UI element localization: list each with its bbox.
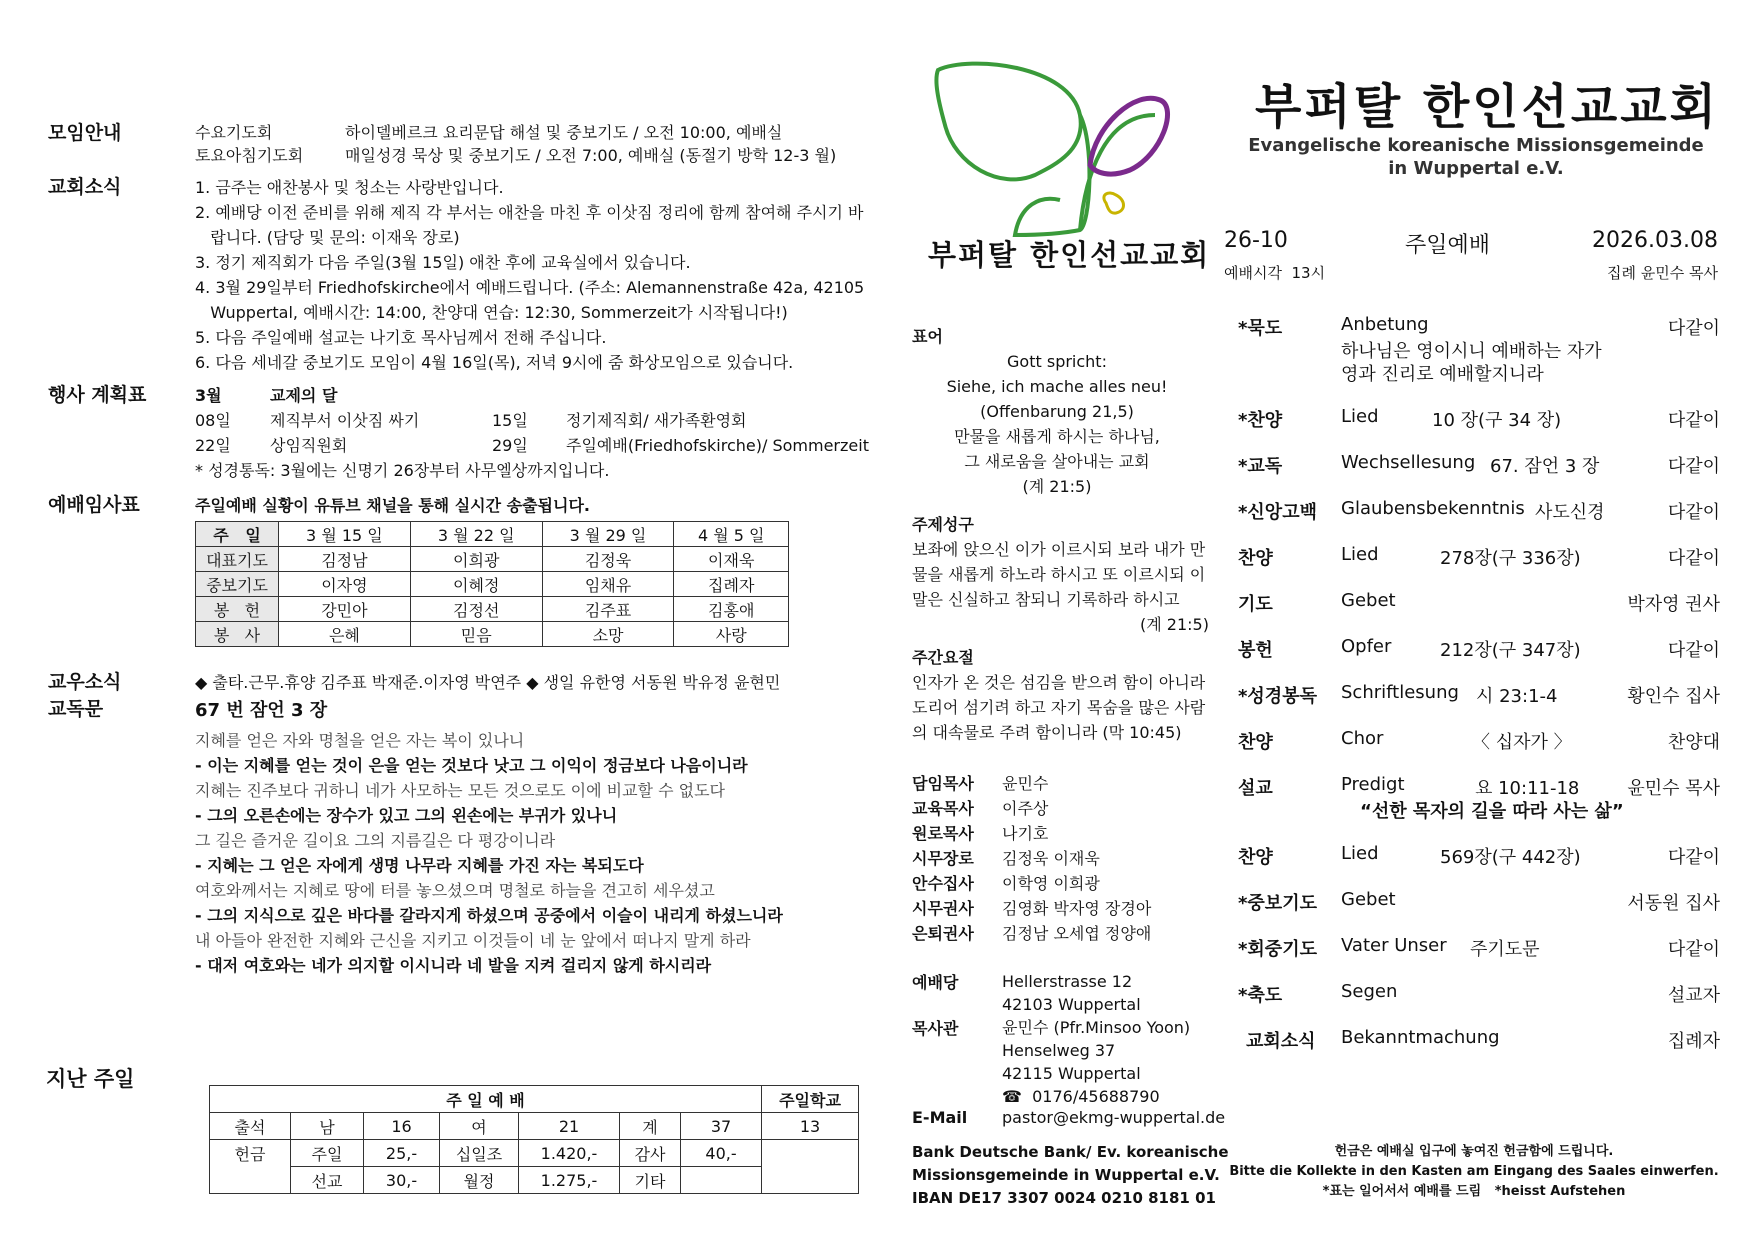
order-leader: 서동원 집사 xyxy=(1627,893,1720,914)
order-leader: 다같이 xyxy=(1667,410,1720,431)
service-time: 예배시각 13시 xyxy=(1224,264,1326,282)
last-week-cell: 계 xyxy=(620,1113,681,1140)
members-text: ◆ 출타.근무.휴양 김주표 박재준.이자영 박연주 ◆ 생일 유한영 서동원 박유정 윤현민 xyxy=(195,673,781,692)
email-link[interactable]: pastor@ekmg-wuppertal.de xyxy=(1002,1108,1226,1127)
duty-table xyxy=(195,521,789,647)
address-line: 42103 Wuppertal xyxy=(1002,995,1141,1014)
order-de: Gebet xyxy=(1341,889,1396,910)
duty-cell: 은혜 xyxy=(279,622,411,647)
order-de: Chor xyxy=(1341,728,1384,749)
manse-address xyxy=(1002,1016,1190,1108)
order-leader: 다같이 xyxy=(1667,318,1720,339)
duty-cell: 김주표 xyxy=(542,597,674,622)
order-sub: 시 23:1-4 xyxy=(1476,686,1558,707)
bank-line: Missionsgemeinde in Wuppertal e.V. xyxy=(912,1166,1220,1184)
motto-block xyxy=(912,349,1202,499)
duty-cell: 김정욱 xyxy=(542,547,674,572)
staff-value: 이주상 xyxy=(1002,799,1049,818)
order-extra: 영과 진리로 예배할지니라 xyxy=(1341,364,1544,385)
last-week-head: 주 일 예 배 xyxy=(210,1086,762,1113)
reading-heading: 67 번 잠언 3 장 xyxy=(195,700,328,721)
event-text: 주일예배(Friedhofskirche)/ Sommerzeit xyxy=(566,436,869,455)
news-line: 6. 다음 세네갈 중보기도 모임이 4월 16일(목), 저녁 9시에 줌 화상모임으로 있습니다. xyxy=(195,353,794,372)
phone-line: ☎ 0176/45688790 xyxy=(1002,1087,1160,1106)
event-day: 22일 xyxy=(195,436,231,455)
weekly-block xyxy=(912,670,1205,745)
news-line: 4. 3월 29일부터 Friedhofskirche에서 예배드립니다. (주소: Alemannenstraße 42a, 42105 xyxy=(195,278,865,297)
order-label: *성경봉독 xyxy=(1238,686,1317,707)
staff-value: 김정남 오세엽 정양애 xyxy=(1002,924,1152,943)
order-label: 찬양 xyxy=(1238,548,1273,569)
duty-role: 봉 사 xyxy=(196,622,279,647)
duty-cell: 소망 xyxy=(542,622,674,647)
last-week-cell: 37 xyxy=(681,1113,762,1140)
order-leader: 다같이 xyxy=(1667,640,1720,661)
duty-cell: 김홍애 xyxy=(674,597,789,622)
reading-line: 여호와께서는 지혜로 땅에 터를 놓으셨으며 명철로 하늘을 견고히 세우셨고 xyxy=(195,881,715,900)
theme-block xyxy=(912,537,1205,612)
order-leader: 황인수 집사 xyxy=(1627,686,1720,707)
last-week-cell: 주일 xyxy=(291,1140,364,1167)
bank-line: IBAN DE17 3307 0024 0210 8181 01 xyxy=(912,1189,1216,1207)
event-text: 정기제직회/ 새가족환영회 xyxy=(566,411,747,430)
email-label: E-Mail xyxy=(912,1108,968,1127)
last-week-cell: 출석 xyxy=(210,1113,291,1140)
staff-value: 나기호 xyxy=(1002,824,1049,843)
church-address xyxy=(1002,970,1141,1016)
reading-line: - 그의 오른손에는 장수가 있고 그의 왼손에는 부귀가 있나니 xyxy=(195,806,618,825)
theme-line: 물을 새롭게 하노라 하시고 또 이르시되 이 xyxy=(912,565,1206,584)
last-week-cell: 1.420,- xyxy=(519,1140,620,1167)
last-week-cell: 21 xyxy=(519,1113,620,1140)
weekly-line: 인자가 온 것은 섬김을 받으려 함이 아니라 xyxy=(912,673,1206,692)
reading-line: 지혜는 진주보다 귀하니 네가 사모하는 모든 것으로도 이에 비교할 수 없도다 xyxy=(195,781,725,800)
staff-label: 담임목사 xyxy=(912,774,974,793)
duty-title: 예배임사표 xyxy=(48,494,140,516)
staff-label: 시무장로 xyxy=(912,849,974,868)
news-line: Wuppertal, 예배시간: 14:00, 찬양대 연습: 12:30, Sommerzeit가 시작됩니다!) xyxy=(195,303,788,322)
duty-cell: 믿음 xyxy=(410,622,542,647)
order-sub: 10 장(구 34 장) xyxy=(1432,410,1562,431)
footer-line: 헌금은 예배실 입구에 놓여진 헌금함에 드립니다. xyxy=(1334,1144,1614,1159)
news-line: 랍니다. (담당 및 문의: 이재욱 장로) xyxy=(195,228,460,247)
footer-line: *표는 일어서서 예배를 드림 *heisst Aufstehen xyxy=(1322,1184,1626,1199)
duty-cell: 이재욱 xyxy=(674,547,789,572)
theme-title: 주제성구 xyxy=(912,515,974,534)
motto-title: 표어 xyxy=(912,327,943,346)
duty-cell: 사랑 xyxy=(674,622,789,647)
news-line: 5. 다음 주일예배 설교는 나기호 목사님께서 전해 주십니다. xyxy=(195,328,607,347)
order-de: Segen xyxy=(1341,981,1398,1002)
order-label: *중보기도 xyxy=(1238,893,1317,914)
church-address-label: 예배당 xyxy=(912,973,959,992)
order-sub: 요 10:11-18 xyxy=(1475,778,1580,799)
events-month: 3월 xyxy=(195,386,222,405)
last-week-cell: 30,- xyxy=(364,1167,440,1194)
footer-notes xyxy=(1224,1142,1724,1202)
staff-label: 원로목사 xyxy=(912,824,974,843)
duty-cell: 김정선 xyxy=(410,597,542,622)
bank-info xyxy=(912,1141,1229,1210)
news-line: 3. 정기 제직회가 다음 주일(3월 15일) 애찬 후에 교육실에서 있습니다. xyxy=(195,253,691,272)
staff-value: 윤민수 xyxy=(1002,774,1049,793)
theme-ref: (계 21:5) xyxy=(1140,615,1209,634)
last-week-cell: 월정 xyxy=(440,1167,519,1194)
order-de: Schriftlesung xyxy=(1341,682,1459,703)
meeting-name-1: 수요기도회 xyxy=(195,123,273,142)
page-title: 부퍼탈 한인선교교회 xyxy=(1255,79,1720,135)
meeting-desc-1: 하이델베르크 요리문답 해설 및 중보기도 / 오전 10:00, 예배실 xyxy=(345,123,783,142)
motto-line: (Offenbarung 21,5) xyxy=(980,402,1134,421)
duty-notice: 주일예배 실황이 유튜브 채널을 통해 실시간 송출됩니다. xyxy=(195,496,590,515)
title-de-2: in Wuppertal e.V. xyxy=(1388,158,1564,179)
motto-line: (계 21:5) xyxy=(1022,477,1092,496)
reading-line: - 대저 여호와는 네가 의지할 이시니라 네 발을 지켜 걸리지 않게 하시리라 xyxy=(195,956,712,975)
events-theme: 교제의 달 xyxy=(270,386,338,405)
reading-line: 지혜를 얻은 자와 명철을 얻은 자는 복이 있나니 xyxy=(195,731,525,750)
order-leader: 박자영 권사 xyxy=(1627,594,1720,615)
news-line: 1. 금주는 애찬봉사 및 청소는 사랑반입니다. xyxy=(195,178,504,197)
duty-cell: 강민아 xyxy=(279,597,411,622)
order-leader: 다같이 xyxy=(1667,502,1720,523)
last-week-cell: 16 xyxy=(364,1113,440,1140)
order-de: Predigt xyxy=(1341,774,1405,795)
order-label: *묵도 xyxy=(1238,318,1283,339)
motto-line: Gott spricht: xyxy=(1007,352,1107,371)
last-week-cell xyxy=(210,1167,291,1194)
last-week-school-head: 주일학교 xyxy=(762,1086,859,1113)
news-title: 교회소식 xyxy=(48,176,122,198)
duty-head: 4 월 5 일 xyxy=(674,522,789,547)
order-label: 교회소식 xyxy=(1246,1031,1316,1052)
events-title: 행사 계획표 xyxy=(48,384,147,406)
footer-line: Bitte die Kollekte in den Kasten am Eingang des Saales einwerfen. xyxy=(1229,1164,1719,1179)
bank-line: Bank Deutsche Bank/ Ev. koreanische xyxy=(912,1143,1229,1161)
last-week-cell: 선교 xyxy=(291,1167,364,1194)
staff-label: 안수집사 xyxy=(912,874,974,893)
duty-cell: 이자영 xyxy=(279,572,411,597)
order-leader: 찬양대 xyxy=(1667,732,1720,753)
order-sub: 212장(구 347장) xyxy=(1440,640,1581,661)
order-de: Anbetung xyxy=(1341,314,1429,335)
order-extra: 하나님은 영이시니 예배하는 자가 xyxy=(1341,341,1602,362)
table-row xyxy=(210,1167,859,1194)
order-sub: 주기도문 xyxy=(1470,939,1540,960)
event-text: 상임직원회 xyxy=(270,436,348,455)
reading-line: 내 아들아 완전한 지혜와 근신을 지키고 이것들이 네 눈 앞에서 떠나지 말게 하라 xyxy=(195,931,751,950)
service-leader: 집례 윤민수 목사 xyxy=(1607,264,1718,282)
last-week-cell: 25,- xyxy=(364,1140,440,1167)
table-row xyxy=(196,547,789,572)
event-day: 29일 xyxy=(492,436,528,455)
order-leader: 다같이 xyxy=(1667,456,1720,477)
duty-head: 3 월 15 일 xyxy=(279,522,411,547)
duty-head: 주 일 xyxy=(196,522,279,547)
duty-cell: 이혜정 xyxy=(410,572,542,597)
order-label: 설교 xyxy=(1238,778,1273,799)
address-line: 42115 Wuppertal xyxy=(1002,1064,1141,1083)
last-week-title: 지난 주일 xyxy=(46,1067,135,1091)
last-week-cell: 13 xyxy=(762,1113,859,1140)
event-day: 15일 xyxy=(492,411,528,430)
order-de: Gebet xyxy=(1341,590,1396,611)
order-sub: 278장(구 336장) xyxy=(1440,548,1581,569)
address-line: Henselweg 37 xyxy=(1002,1041,1116,1060)
order-sub: 67. 잠언 3 장 xyxy=(1490,456,1600,477)
address-line: Hellerstrasse 12 xyxy=(1002,972,1133,991)
address-line: 윤민수 (Pfr.Minsoo Yoon) xyxy=(1002,1018,1191,1037)
event-day: 08일 xyxy=(195,411,231,430)
members-title: 교우소식 xyxy=(48,671,122,693)
order-leader: 윤민수 목사 xyxy=(1627,778,1720,799)
duty-head: 3 월 22 일 xyxy=(410,522,542,547)
last-week-cell: 기타 xyxy=(620,1167,681,1194)
table-row xyxy=(196,572,789,597)
sermon-title: “선한 목자의 길을 따라 사는 삶” xyxy=(1360,801,1624,822)
last-week-cell: 여 xyxy=(440,1113,519,1140)
staff-label: 은퇴권사 xyxy=(912,924,974,943)
service-name: 주일예배 xyxy=(1405,233,1491,258)
order-label: 찬양 xyxy=(1238,847,1273,868)
motto-line: Siehe, ich mache alles neu! xyxy=(946,377,1168,396)
duty-cell: 임채유 xyxy=(542,572,674,597)
last-week-cell: 40,- xyxy=(681,1140,762,1167)
last-week-cell: 감사 xyxy=(620,1140,681,1167)
order-label: *회중기도 xyxy=(1238,939,1317,960)
weekly-title: 주간요절 xyxy=(912,648,974,667)
events-note: * 성경통독: 3월에는 신명기 26장부터 사무엘상까지입니다. xyxy=(195,461,610,480)
staff-value: 이학영 이희광 xyxy=(1002,874,1100,893)
last-week-cell: 1.275,- xyxy=(519,1167,620,1194)
duty-cell: 집례자 xyxy=(674,572,789,597)
weekly-line: 의 대속물로 주려 함이니라 (막 10:45) xyxy=(912,723,1182,742)
table-row xyxy=(210,1140,859,1167)
reading-title: 교독문 xyxy=(48,698,104,720)
last-week-cell xyxy=(681,1167,762,1194)
staff-label: 시무권사 xyxy=(912,899,974,918)
table-row xyxy=(210,1113,859,1140)
order-leader: 다같이 xyxy=(1667,939,1720,960)
order-label: 찬양 xyxy=(1238,732,1273,753)
order-label: *교독 xyxy=(1238,456,1283,477)
duty-role: 대표기도 xyxy=(196,547,279,572)
order-de: Opfer xyxy=(1341,636,1392,657)
order-de: Wechsellesung xyxy=(1341,452,1476,473)
order-leader: 집례자 xyxy=(1667,1031,1720,1052)
order-leader: 다같이 xyxy=(1667,847,1720,868)
last-week-table xyxy=(209,1085,859,1194)
order-de: Lied xyxy=(1341,406,1379,427)
news-line: 2. 예배당 이전 준비를 위해 제직 각 부서는 애찬을 마친 후 이삿짐 정리에 함께 참여해 주시기 바 xyxy=(195,203,864,222)
order-leader: 다같이 xyxy=(1667,548,1720,569)
manse-address-label: 목사관 xyxy=(912,1019,959,1038)
duty-cell: 이희광 xyxy=(410,547,542,572)
order-leader: 설교자 xyxy=(1667,985,1720,1006)
duty-cell: 김정남 xyxy=(279,547,411,572)
title-de-1: Evangelische koreanische Missionsgemeinde xyxy=(1248,135,1704,156)
last-week-cell: 헌금 xyxy=(210,1140,291,1167)
duty-role: 봉 헌 xyxy=(196,597,279,622)
order-label: *찬양 xyxy=(1238,410,1283,431)
order-sub: 사도신경 xyxy=(1535,502,1605,523)
order-label: *신앙고백 xyxy=(1238,502,1317,523)
logo-caption: 부퍼탈 한인선교교회 xyxy=(928,238,1211,272)
order-de: Lied xyxy=(1341,843,1379,864)
reading-line: 그 길은 즐거운 길이요 그의 지름길은 다 평강이니라 xyxy=(195,831,556,850)
issue-number: 26-10 xyxy=(1224,228,1288,253)
duty-role: 중보기도 xyxy=(196,572,279,597)
staff-value: 김정욱 이재욱 xyxy=(1002,849,1100,868)
meeting-title: 모임안내 xyxy=(48,122,122,144)
staff-value: 김영화 박자영 장경아 xyxy=(1002,899,1152,918)
order-label: *축도 xyxy=(1238,985,1283,1006)
meeting-desc-2: 매일성경 묵상 및 중보기도 / 오전 7:00, 예배실 (동절기 방학 12-3 월) xyxy=(345,146,837,165)
order-de: Glaubensbekenntnis xyxy=(1341,498,1525,519)
order-label: 봉헌 xyxy=(1238,640,1273,661)
staff-label: 교육목사 xyxy=(912,799,974,818)
last-week-cell: 십일조 xyxy=(440,1140,519,1167)
event-text: 제직부서 이삿짐 싸기 xyxy=(270,411,420,430)
last-week-cell xyxy=(762,1140,859,1194)
order-de: Bekanntmachung xyxy=(1341,1027,1500,1048)
reading-line: - 그의 지식으로 깊은 바다를 갈라지게 하셨으며 공중에서 이슬이 내리게 하셨느니라 xyxy=(195,906,783,925)
service-date: 2026.03.08 xyxy=(1592,228,1718,253)
last-week-cell: 남 xyxy=(291,1113,364,1140)
motto-line: 만물을 새롭게 하시는 하나님, xyxy=(954,427,1160,446)
motto-line: 그 새로움을 살아내는 교회 xyxy=(964,452,1150,471)
reading-line: - 지혜는 그 얻은 자에게 생명 나무라 지혜를 가진 자는 복되도다 xyxy=(195,856,644,875)
reading-line: - 이는 지혜를 얻는 것이 은을 얻는 것보다 낫고 그 이익이 정금보다 나음이니라 xyxy=(195,756,748,775)
weekly-line: 도리어 섬기려 하고 자기 목숨을 많은 사람 xyxy=(912,698,1206,717)
table-row xyxy=(196,597,789,622)
order-label: 기도 xyxy=(1238,594,1273,615)
duty-head: 3 월 29 일 xyxy=(542,522,674,547)
order-de: Vater Unser xyxy=(1341,935,1447,956)
table-row xyxy=(196,622,789,647)
order-de: Lied xyxy=(1341,544,1379,565)
order-sub: 〈 십자가 〉 xyxy=(1472,732,1572,753)
meeting-name-2: 토요아침기도회 xyxy=(195,146,304,165)
order-sub: 569장(구 442장) xyxy=(1440,847,1581,868)
theme-line: 보좌에 앉으신 이가 이르시되 보라 내가 만 xyxy=(912,540,1206,559)
theme-line: 말은 신실하고 참되니 기록하라 하시고 xyxy=(912,590,1180,609)
